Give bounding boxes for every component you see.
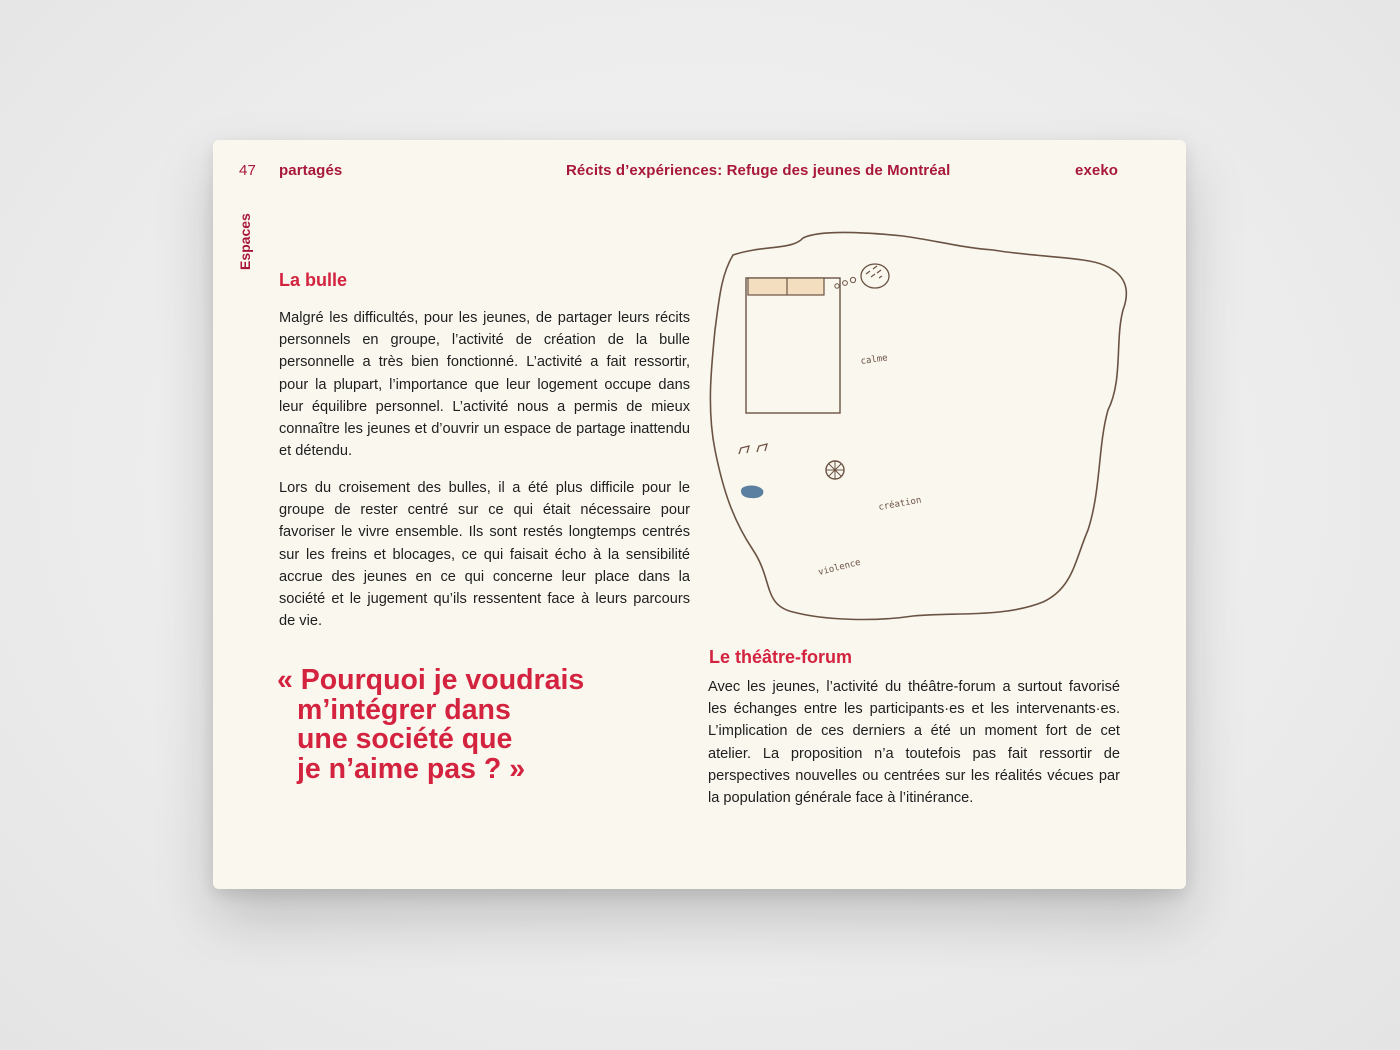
pull-quote <box>277 666 584 784</box>
side-section-label: Espaces <box>237 213 253 270</box>
heading-la-bulle: La bulle <box>279 270 348 290</box>
bulle-paragraph-1: Malgré les difficultés, pour les jeunes, de partager leurs récits personnels en groupe, l’activité de création de la bulle personnelle a très bien fonctionné. L’activité a fait ressortir, pour la plupart, l’importance que leur logement occupe dans leur équilibre personnel. L’activité nous a permis de mieux connaître les jeunes et d’ouvrir un espace de partage inattendu et détendu. <box>279 310 690 460</box>
brand-name: exeko <box>1075 162 1119 179</box>
bulle-paragraph-2: Lors du croisement des bulles, il a été plus difficile pour le groupe de rester centré sur ce qui était nécessaire pour favoriser le vivre ensemble. Ils sont restés longtemps centrés sur les freins et blocages, ce qui faisait écho à la sensibilité accrue des jeunes en ce qui concerne leur place dans la société et le jugement qu’ils ressentent face à leurs parcours de vie. <box>279 480 690 630</box>
running-title: Récits d’expériences: Refuge des jeunes de Montréal <box>566 162 951 179</box>
page-number: 47 <box>239 162 256 179</box>
pull-quote-line: je n’aime pas ? » <box>297 752 526 785</box>
pillow-drawing <box>748 278 824 295</box>
pull-quote-line: une société que <box>297 723 513 755</box>
drawing-label-creation: création <box>877 495 923 513</box>
theatre-paragraph: Avec les jeunes, l’activité du théâtre-forum a surtout favorisé les échanges entre les participants·es et les intervenants·es. L’implication de ces derniers a été un moment fort de cet atelier. La proposition n’a toutefois pas fait ressortir de perspectives nouvelles ou centrées sur les réalités vécues par la population générale face à l’itinérance. <box>708 679 1120 807</box>
drawing-label-calme: calme <box>860 353 889 367</box>
running-section: partagés <box>279 162 343 179</box>
book-page <box>213 140 1186 889</box>
heading-theatre-forum: Le théâtre-forum <box>709 647 853 667</box>
thought-dot <box>850 277 855 282</box>
bed-drawing <box>746 278 840 413</box>
thought-bubble-marks <box>866 266 882 278</box>
thought-dot <box>843 281 848 286</box>
drawing-label-violence: violence <box>817 557 862 578</box>
thought-dot <box>835 284 839 288</box>
bubble-drawing <box>703 230 1137 630</box>
pull-quote-line: « Pourquoi je voudrais <box>277 664 585 696</box>
blue-shape-drawing <box>741 486 763 499</box>
music-notes-drawing <box>739 444 767 454</box>
pull-quote-line: m’intégrer dans <box>297 693 511 726</box>
